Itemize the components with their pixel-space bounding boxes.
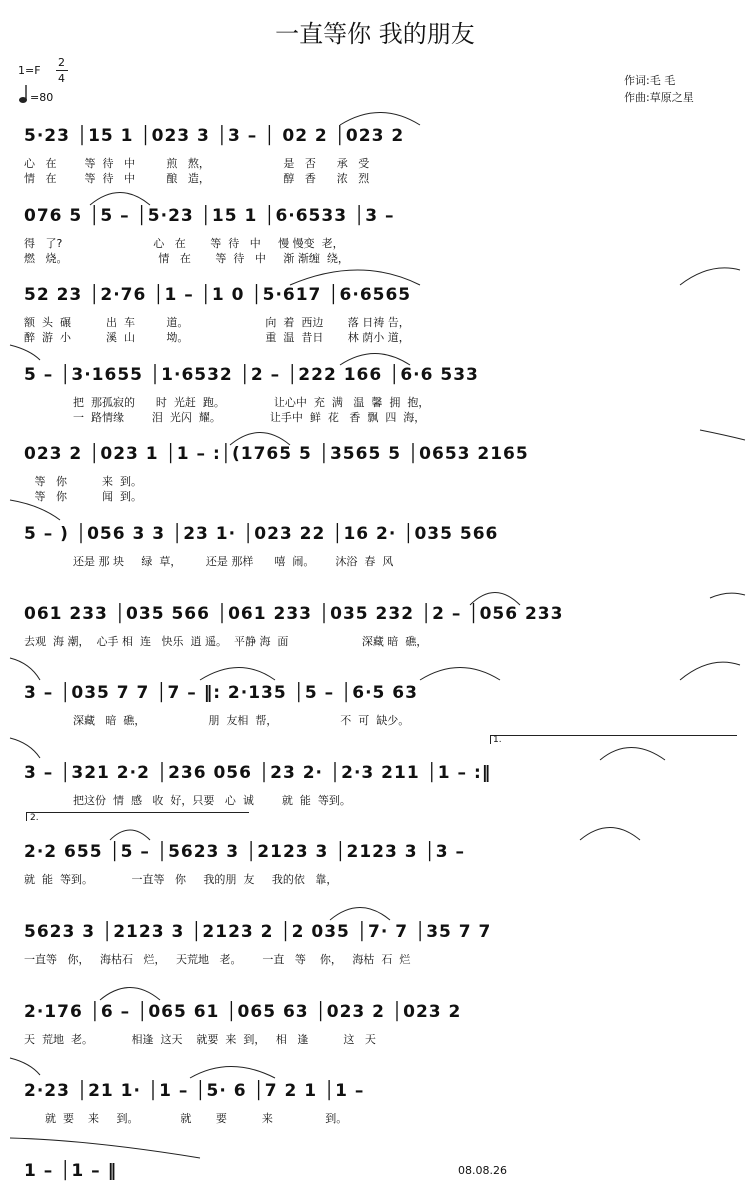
lyrics-line-12-verse-1: 天 荒地 老。 相逢 这天 就要 来 到， 相 逢 这 天: [24, 1032, 376, 1046]
slur: [100, 988, 160, 1001]
lyrics-line-3-verse-2: 醉 游 小 溪 山 坳。 重 温 昔日 林 荫小 道，: [24, 331, 410, 345]
lyrics-line-13-verse-1: 就 要 来 到。 就 要 来 到。: [24, 1112, 348, 1126]
slur: [680, 662, 740, 680]
lyrics-line-5-verse-1: 等 你 来 到。: [24, 475, 142, 489]
lyrics-line-4-verse-2: 一 路情缘 泪 光闪 耀。 让手中 鲜 花 香 飘 四 海，: [24, 410, 426, 424]
notes-line-5: 023 2 │023 1 │1 – :│(1765 5 │3565 5 │0653 2165: [24, 444, 529, 465]
slur: [340, 354, 410, 366]
lyrics-line-6-verse-1: 还是 那 块 绿 草， 还是 那样 嘻 闹。 沐浴 春 风: [24, 555, 394, 568]
slur: [110, 830, 150, 840]
slur: [600, 748, 665, 761]
notes-line-11: 5623 3 │2123 3 │2123 2 │2 035 │7· 7 │35 7 7: [24, 922, 492, 942]
time-signature-den: 4: [58, 72, 65, 85]
song-title: 一直等你 我的朋友: [275, 20, 475, 48]
slur: [580, 828, 640, 841]
lyrics-line-5-verse-2: 等 你 闻 到。: [24, 490, 142, 504]
lyrics-line-10-verse-1: 就 能 等到。 一直等 你 我的朋 友 我的依 靠，: [24, 873, 338, 887]
volta-2-label: 2.: [30, 813, 39, 823]
slur: [90, 193, 150, 206]
key-signature: 1=F: [18, 64, 41, 77]
lyrics-line-7-verse-1: 去观 海 潮， 心手 相 连 快乐 逍 遥。 平静 海 面 深藏 暗 礁，: [24, 634, 428, 648]
notes-line-6: 5 – ) │056 3 3 │23 1· │023 22 │16 2· │035 566: [24, 524, 499, 544]
slur: [680, 268, 740, 285]
slur: [10, 658, 40, 680]
slur: [340, 113, 420, 126]
notes-line-10: 2·2 655 │5 – │5623 3 │2123 3 │2123 3 │3 –: [24, 842, 465, 863]
date: 08.08.26: [458, 1164, 507, 1177]
time-signature-num: 2: [58, 56, 65, 69]
slur: [290, 270, 420, 285]
lyrics-line-8-verse-1: 深藏 暗 礁， 朋 友相 帮， 不 可 缺少。: [24, 714, 410, 728]
volta-1-label: 1.: [493, 735, 502, 745]
slur: [10, 738, 40, 758]
notes-line-8: 3 – │035 7 7 │7 – ‖: 2·135 │5 – │6·5 63: [24, 683, 418, 704]
slur: [710, 593, 745, 598]
quarter-note-icon: [18, 84, 28, 108]
notes-line-2: 076 5 │5 – │5·23 │15 1 │6·6533 │3 –: [24, 205, 395, 226]
volta-1-bracket: [490, 735, 737, 744]
slur: [420, 668, 500, 681]
notes-line-12: 2·176 │6 – │065 61 │065 63 │023 2 │023 2: [24, 1001, 462, 1022]
slur: [190, 1067, 275, 1079]
notes-line-13: 2·23 │21 1· │1 – │5· 6 │7 2 1 │1 –: [24, 1081, 365, 1102]
notes-line-4: 5 – │3·1655 │1·6532 │2 – │222 166 │6·6 533: [24, 364, 479, 385]
slur: [10, 345, 40, 360]
lyrics-line-3-verse-1: 额 头 碾 出 车 道。 向 着 西边 落 日祷 告，: [24, 316, 410, 330]
notes-line-1: 5·23 │15 1 │023 3 │3 – │ 02 2 │023 2: [24, 126, 405, 146]
composer: 作曲:草原之星: [624, 91, 694, 104]
notes-line-14: 1 – │1 – ‖: [24, 1160, 118, 1181]
lyrics-line-9-verse-1: 把这份 情 感 收 好，只要 心 诚 就 能 等到。: [24, 793, 351, 807]
tempo: =80: [30, 91, 54, 104]
time-signature-bar: [56, 70, 68, 71]
slur: [10, 1058, 40, 1075]
notes-line-3: 52 23 │2·76 │1 – │1 0 │5·617 │6·6565: [24, 285, 412, 306]
slur: [700, 430, 745, 440]
lyrics-line-11-verse-1: 一直等 你， 海枯石 烂， 天荒地 老。 一直 等 你， 海枯 石 烂: [24, 953, 411, 966]
lyrics-line-1-verse-1: 心 在 等 待 中 煎 熬， 是 否 承 受: [24, 157, 370, 170]
notes-line-9: 3 – │321 2·2 │236 056 │23 2· │2·3 211 │1 – :‖: [24, 762, 492, 783]
lyrics-line-4-verse-1: 把 那孤寂的 时 光赶 跑。 让心中 充 满 温 馨 拥 抱，: [24, 395, 430, 409]
lyricist: 作词:毛 毛: [624, 74, 676, 87]
slur: [10, 1138, 200, 1158]
lyrics-line-2-verse-1: 得 了? 心 在 等 待 中 慢 慢变 老，: [24, 236, 344, 250]
slur: [200, 668, 275, 681]
slur: [330, 908, 390, 921]
lyrics-line-1-verse-2: 情 在 等 待 中 酿 造， 醇 香 浓 烈: [24, 172, 370, 185]
lyrics-line-2-verse-2: 燃 烧。 情 在 等 待 中 渐 渐缠 绕，: [24, 251, 349, 265]
notes-line-7: 061 233 │035 566 │061 233 │035 232 │2 – │056 233: [24, 603, 564, 624]
volta-2-bracket: [26, 812, 249, 821]
